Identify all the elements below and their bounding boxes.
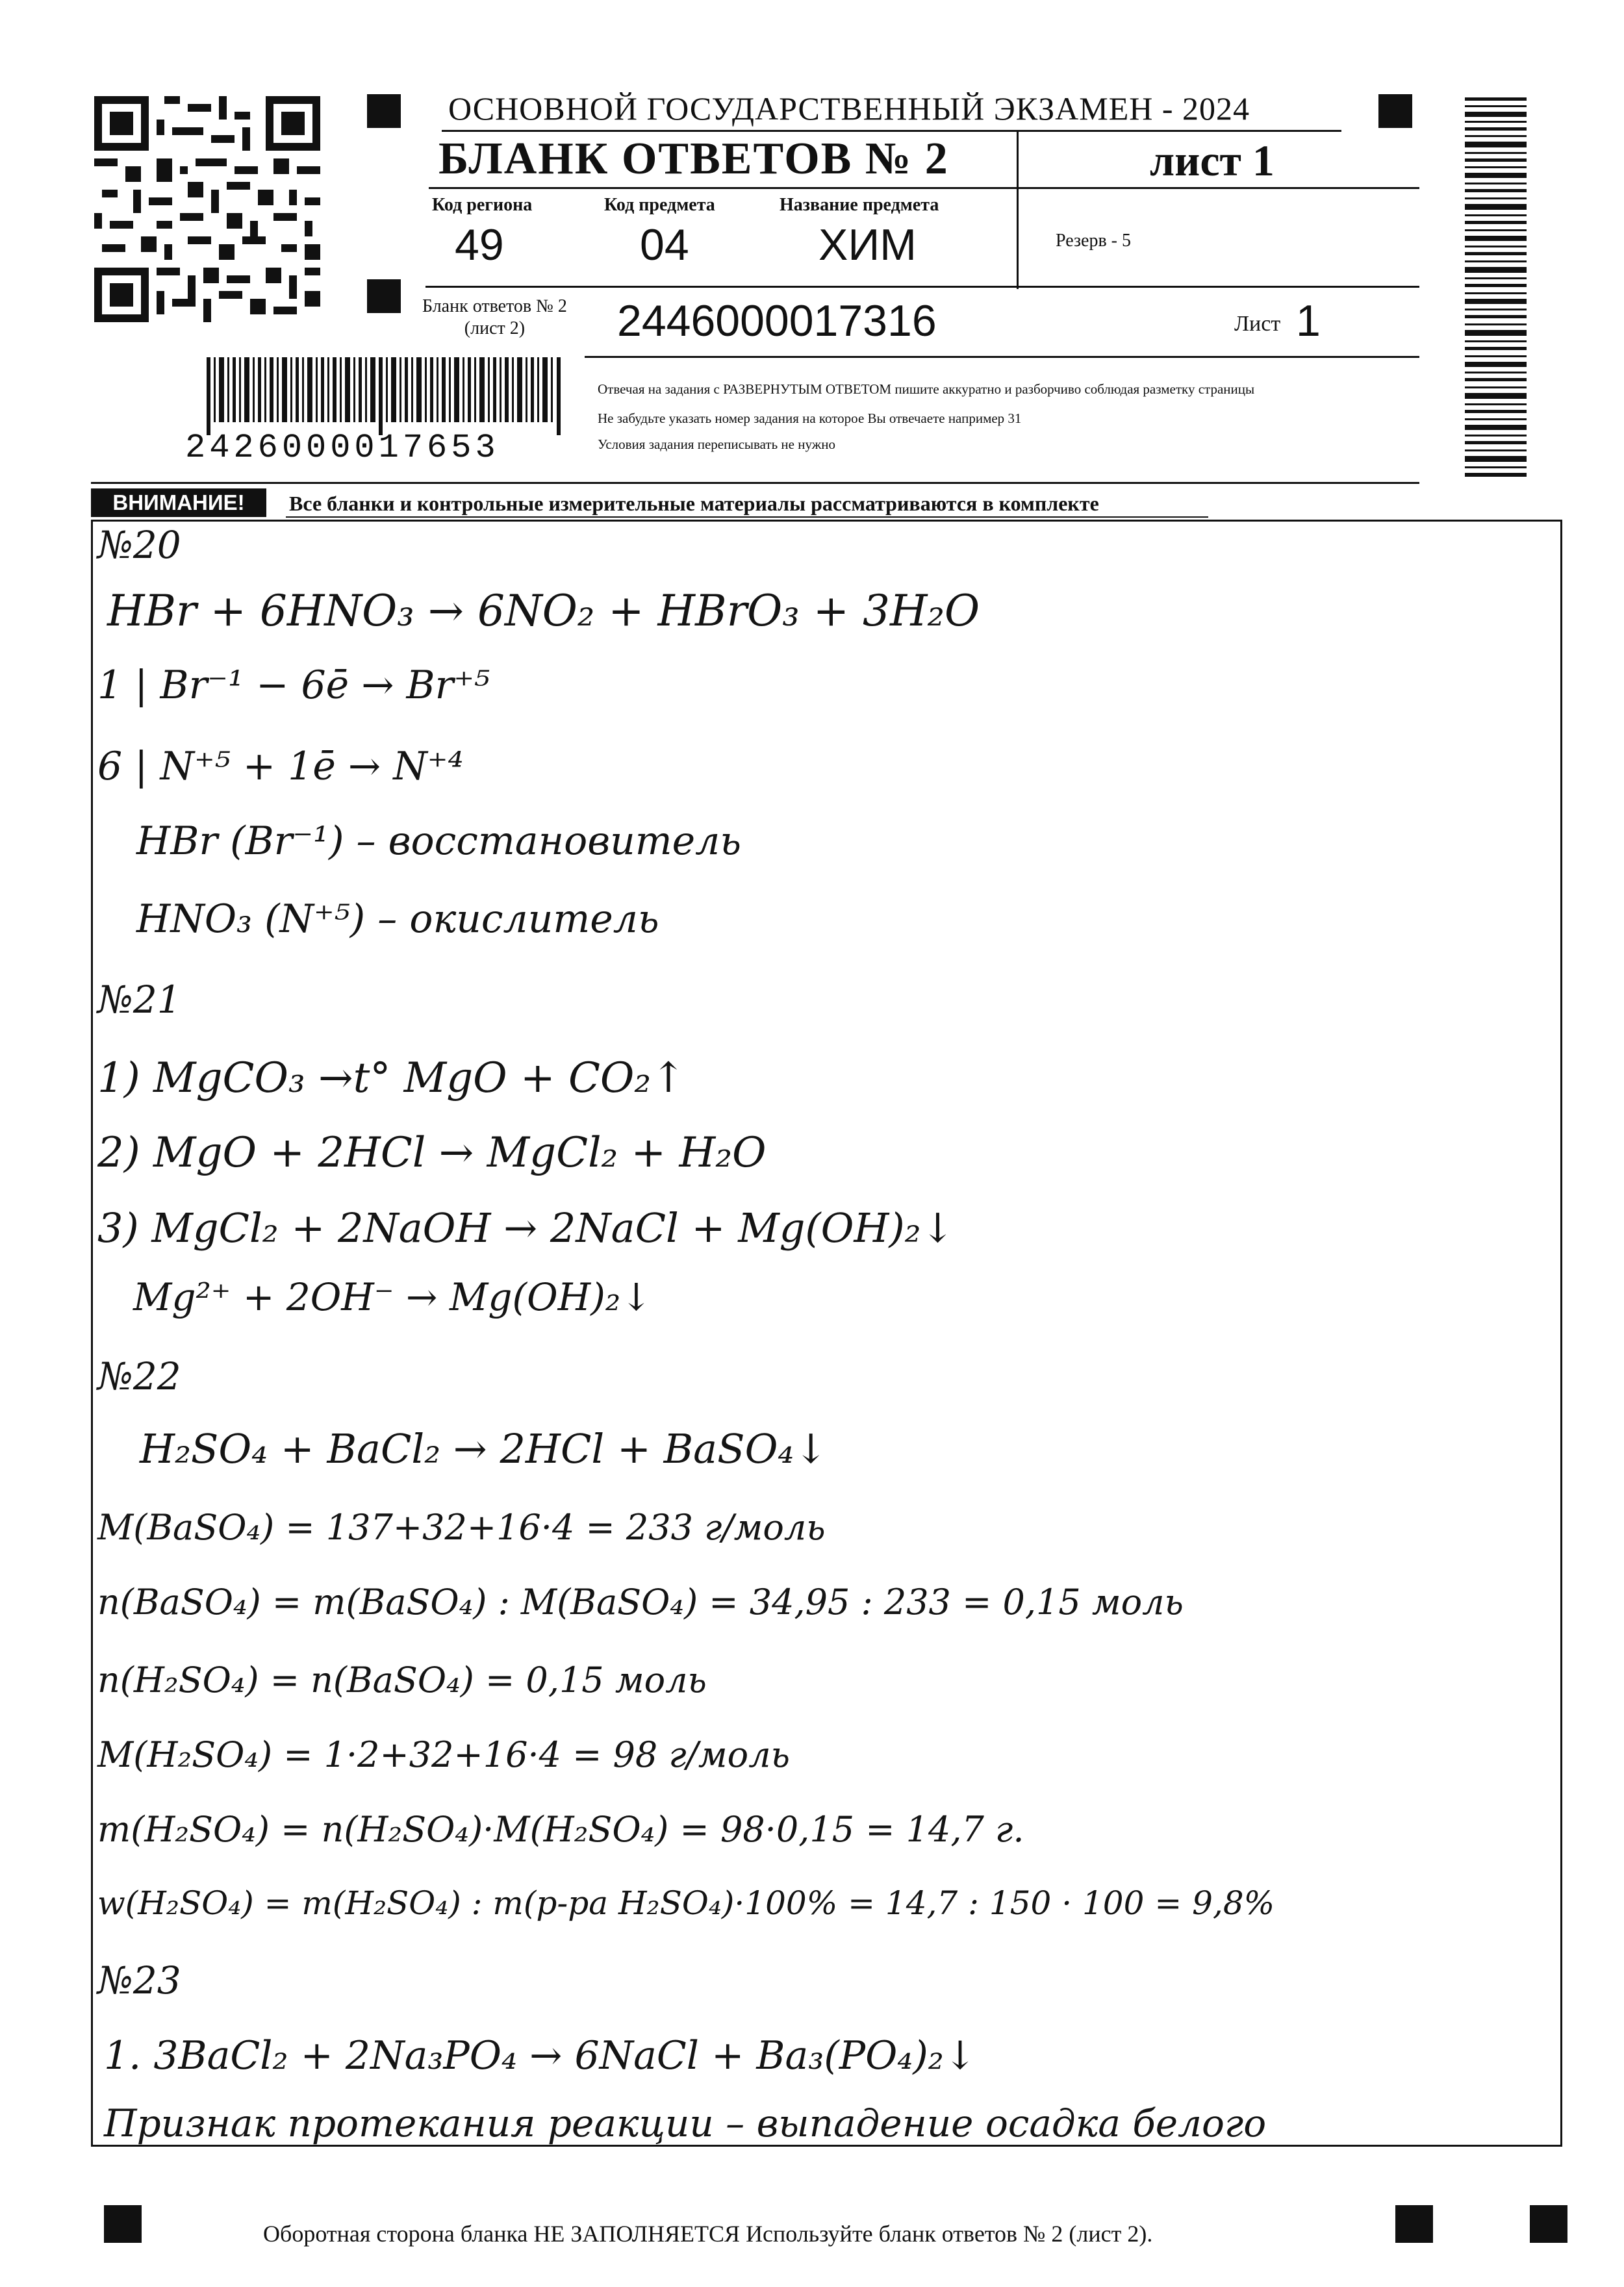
sheet2-label: Бланк ответов № 2 (лист 2)	[422, 296, 567, 338]
answer-line: 6 | N⁺⁵ + 1ē → N⁺⁴	[97, 744, 464, 789]
subject-code-value: 04	[640, 220, 689, 270]
alignment-marker	[367, 94, 401, 128]
footer-note: Оборотная сторона бланка НЕ ЗАПОЛНЯЕТСЯ Используйте бланк ответов № 2 (лист 2).	[263, 2221, 1153, 2247]
answer-line: Признак протекания реакции – выпадение осадка белого	[104, 2101, 1267, 2145]
exam-title: ОСНОВНОЙ ГОСУДАРСТВЕННЫЙ ЭКЗАМЕН - 2024	[448, 90, 1250, 127]
answer-line: M(H₂SO₄) = 1·2+32+16·4 = 98 г/моль	[97, 1734, 790, 1775]
barcode-number: 2426000017653	[185, 429, 500, 467]
answer-line: 3) MgCl₂ + 2NaOH → 2NaCl + Mg(OH)₂↓	[97, 1204, 955, 1252]
answer-line: 2) MgO + 2HCl → MgCl₂ + H₂O	[97, 1129, 767, 1177]
answer-line: M(BaSO₄) = 137+32+16·4 = 233 г/моль	[97, 1507, 826, 1548]
form-title: БЛАНК ОТВЕТОВ № 2	[438, 134, 949, 184]
answer-line: HNO₃ (N⁺⁵) – окислитель	[136, 896, 659, 942]
attention-text: Все бланки и контрольные измерительные материалы рассматриваются в комплекте	[289, 492, 1099, 515]
answer-line: 1) MgCO₃ →t° MgO + CO₂↑	[97, 1054, 686, 1102]
subject-name-value: ХИМ	[818, 220, 917, 270]
sheet2-number: 2446000017316	[617, 296, 937, 346]
answer-line: H₂SO₄ + BaCl₂ → 2HCl + BaSO₄↓	[140, 1425, 828, 1472]
side-barcode	[1465, 97, 1527, 481]
instruction-line: Не забудьте указать номер задания на которое Вы отвечаете например 31	[598, 411, 1022, 426]
answer-line: m(H₂SO₄) = n(H₂SO₄)·M(H₂SO₄) = 98·0,15 = 14,7 г.	[97, 1809, 1024, 1850]
alignment-marker	[1395, 2205, 1433, 2243]
instruction-line: Отвечая на задания с РАЗВЕРНУТЫМ ОТВЕТОМ пишите аккуратно и разборчиво соблюдая разметку страницы	[598, 381, 1255, 397]
answer-line: w(H₂SO₄) = m(H₂SO₄) : m(р-ра H₂SO₄)·100% = 14,7 : 150 · 100 = 9,8%	[97, 1884, 1275, 1922]
answer-line: HBr (Br⁻¹) – восстановитель	[136, 818, 742, 864]
answer-line: №23	[97, 1958, 181, 2003]
answer-line: Mg²⁺ + 2OH⁻ → Mg(OH)₂↓	[133, 1275, 652, 1319]
reserve-label: Резерв - 5	[1056, 231, 1132, 251]
answer-line: №20	[97, 523, 181, 567]
answer-line: n(BaSO₄) = m(BaSO₄) : M(BaSO₄) = 34,95 : 233 = 0,15 моль	[97, 1582, 1184, 1623]
list-label: Лист	[1234, 312, 1281, 336]
instruction-line: Условия задания переписывать не нужно	[598, 436, 835, 452]
alignment-marker	[367, 279, 401, 313]
alignment-marker	[104, 2205, 142, 2243]
qr-code	[94, 96, 320, 322]
subject-name-label: Название предмета	[780, 195, 939, 215]
sheet-barcode	[207, 357, 561, 435]
region-code-value: 49	[455, 220, 504, 270]
attention-badge: ВНИМАНИЕ!	[91, 488, 266, 517]
list-number: 1	[1296, 296, 1321, 346]
answer-line: 1 | Br⁻¹ − 6ē → Br⁺⁵	[97, 663, 490, 708]
answer-line: n(H₂SO₄) = n(BaSO₄) = 0,15 моль	[97, 1660, 707, 1700]
alignment-marker	[1378, 94, 1412, 128]
answer-line: №21	[97, 978, 181, 1022]
answer-line: 1. 3BaCl₂ + 2Na₃PO₄ → 6NaCl + Ba₃(PO₄)₂↓	[104, 2033, 977, 2079]
sheet-label: лист 1	[1150, 136, 1275, 185]
answer-line: №22	[97, 1354, 181, 1398]
region-code-label: Код региона	[432, 195, 533, 215]
answer-line: HBr + 6HNO₃ → 6NO₂ + HBrO₃ + 3H₂O	[107, 586, 980, 636]
alignment-marker	[1530, 2205, 1567, 2243]
subject-code-label: Код предмета	[604, 195, 715, 215]
